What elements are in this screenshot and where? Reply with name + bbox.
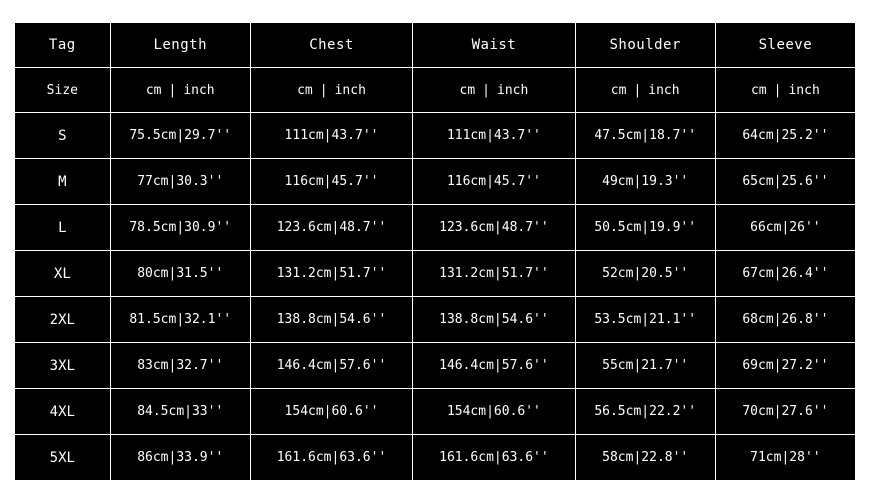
unit-inch-length: inch	[183, 82, 215, 98]
cell-tag: 3XL	[15, 343, 111, 389]
cell-waist: 138.8cm|54.6''	[413, 297, 575, 343]
cell-waist: 111cm|43.7''	[413, 113, 575, 159]
cell-length: 78.5cm|30.9''	[110, 205, 250, 251]
header-tag: Tag	[15, 23, 111, 68]
cell-length: 75.5cm|29.7''	[110, 113, 250, 159]
unit-inch-waist: inch	[497, 82, 529, 98]
cell-waist: 123.6cm|48.7''	[413, 205, 575, 251]
cell-waist: 161.6cm|63.6''	[413, 435, 575, 481]
cell-shoulder: 55cm|21.7''	[575, 343, 715, 389]
header-length: Length	[110, 23, 250, 68]
cell-length: 86cm|33.9''	[110, 435, 250, 481]
unit-cm-waist: cm	[459, 82, 476, 98]
table-row	[15, 435, 856, 481]
cell-chest: 123.6cm|48.7''	[250, 205, 412, 251]
cell-sleeve: 68cm|26.8''	[715, 297, 855, 343]
cell-sleeve: 65cm|25.6''	[715, 159, 855, 205]
table-body	[15, 113, 856, 481]
unit-cm-sleeve: cm	[750, 82, 767, 98]
cell-sleeve: 67cm|26.4''	[715, 251, 855, 297]
cell-sleeve: 70cm|27.6''	[715, 389, 855, 435]
cell-length: 84.5cm|33''	[110, 389, 250, 435]
unit-cm-length: cm	[145, 82, 162, 98]
cell-length: 77cm|30.3''	[110, 159, 250, 205]
unit-separator-chest: |	[319, 82, 328, 98]
cell-tag: L	[15, 205, 111, 251]
cell-tag: 2XL	[15, 297, 111, 343]
unit-cm-shoulder: cm	[610, 82, 627, 98]
unit-separator-sleeve: |	[773, 82, 782, 98]
cell-tag: XL	[15, 251, 111, 297]
unit-inch-chest: inch	[334, 82, 366, 98]
header-units-shoulder	[575, 68, 715, 113]
table-row	[15, 389, 856, 435]
cell-shoulder: 50.5cm|19.9''	[575, 205, 715, 251]
cell-tag: 5XL	[15, 435, 111, 481]
cell-waist: 154cm|60.6''	[413, 389, 575, 435]
cell-shoulder: 56.5cm|22.2''	[575, 389, 715, 435]
unit-separator-waist: |	[482, 82, 490, 98]
unit-cm-chest: cm	[297, 82, 313, 98]
table-row	[15, 159, 856, 205]
size-chart-table	[14, 22, 856, 481]
cell-chest: 161.6cm|63.6''	[250, 435, 412, 481]
header-row-units	[15, 68, 856, 113]
cell-chest: 138.8cm|54.6''	[250, 297, 412, 343]
table-row	[15, 205, 856, 251]
cell-tag: M	[15, 159, 111, 205]
unit-inch-shoulder: inch	[648, 82, 680, 98]
header-units-sleeve	[715, 68, 855, 113]
cell-shoulder: 58cm|22.8''	[575, 435, 715, 481]
table-row	[15, 297, 856, 343]
cell-tag: S	[15, 113, 111, 159]
unit-separator-shoulder: |	[633, 82, 642, 98]
unit-inch-sleeve: inch	[788, 82, 820, 98]
cell-waist: 146.4cm|57.6''	[413, 343, 575, 389]
header-row-measurements	[15, 23, 856, 68]
cell-chest: 146.4cm|57.6''	[250, 343, 412, 389]
unit-separator-length: |	[168, 82, 177, 98]
cell-chest: 131.2cm|51.7''	[250, 251, 412, 297]
header-chest: Chest	[250, 23, 412, 68]
cell-shoulder: 52cm|20.5''	[575, 251, 715, 297]
cell-shoulder: 53.5cm|21.1''	[575, 297, 715, 343]
table-header	[15, 23, 856, 113]
cell-waist: 116cm|45.7''	[413, 159, 575, 205]
header-units-length	[110, 68, 250, 113]
cell-shoulder: 49cm|19.3''	[575, 159, 715, 205]
cell-chest: 111cm|43.7''	[250, 113, 412, 159]
cell-chest: 154cm|60.6''	[250, 389, 412, 435]
header-size-label: Size	[15, 68, 111, 113]
cell-length: 83cm|32.7''	[110, 343, 250, 389]
header-waist: Waist	[413, 23, 575, 68]
header-shoulder: Shoulder	[575, 23, 715, 68]
cell-shoulder: 47.5cm|18.7''	[575, 113, 715, 159]
cell-length: 80cm|31.5''	[110, 251, 250, 297]
cell-length: 81.5cm|32.1''	[110, 297, 250, 343]
cell-sleeve: 66cm|26''	[715, 205, 855, 251]
table-row	[15, 113, 856, 159]
cell-tag: 4XL	[15, 389, 111, 435]
cell-sleeve: 71cm|28''	[715, 435, 855, 481]
table-row	[15, 251, 856, 297]
header-units-chest	[250, 68, 412, 113]
table-row	[15, 343, 856, 389]
cell-sleeve: 69cm|27.2''	[715, 343, 855, 389]
cell-waist: 131.2cm|51.7''	[413, 251, 575, 297]
header-sleeve: Sleeve	[715, 23, 855, 68]
header-units-waist	[413, 68, 575, 113]
cell-sleeve: 64cm|25.2''	[715, 113, 855, 159]
cell-chest: 116cm|45.7''	[250, 159, 412, 205]
